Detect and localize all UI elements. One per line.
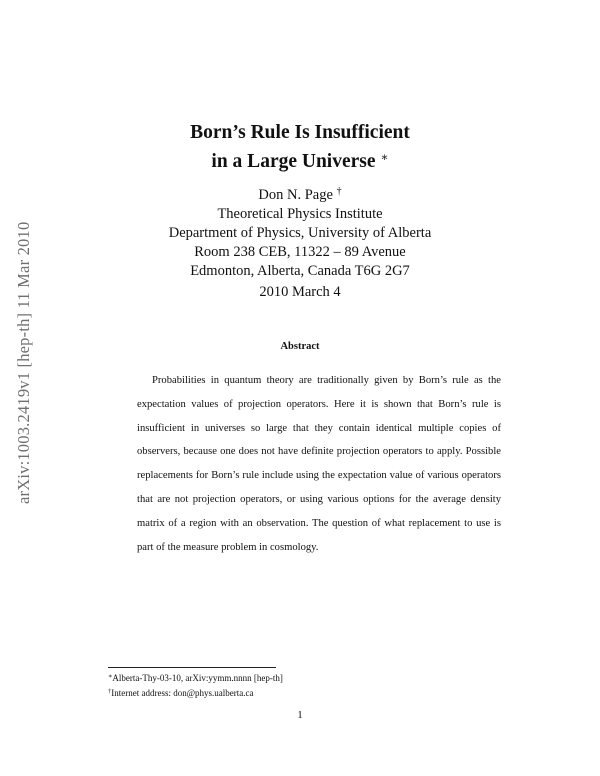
affiliation-line: Department of Physics, University of Alberta — [168, 225, 432, 241]
title-line-1: Born’s Rule Is Insufficient — [190, 122, 410, 143]
affiliation-line: Room 238 CEB, 11322 – 89 Avenue — [194, 244, 406, 260]
affiliation-line: Edmonton, Alberta, Canada T6G 2G7 — [190, 263, 410, 279]
author-name-line — [0, 182, 600, 205]
footnotes — [108, 670, 283, 700]
title-footnote-mark: ∗ — [380, 150, 389, 164]
footnote-text: Alberta-Thy-03-10, arXiv:yymm.nnnn [hep-th] — [112, 673, 283, 683]
author-footnote-mark: † — [336, 186, 342, 197]
footnote-mark: † — [108, 688, 112, 695]
author-name: Don N. Page — [258, 187, 333, 203]
footnote — [108, 685, 283, 700]
title-line-2-text: in a Large Universe — [211, 151, 376, 172]
footnote — [108, 670, 283, 685]
footnote-rule — [108, 667, 276, 668]
author-block — [0, 182, 600, 281]
abstract-text: Probabilities in quantum theory are traditionally given by Born’s rule as the expectation values of projection operators. Here it is shown that Born’s rule is insufficient in universes so large that they contain identical multiple copies of observers, because one does not have definite projection operators to apply. Possible replacements for Born’s rule include using the expectation value of various operators that are not projection operators, or using various options for the average density matrix of a region with an observation. The question of what replacement to use is part of the measure problem in cosmology. — [137, 375, 501, 553]
footnote-mark: ∗ — [108, 673, 113, 680]
paper-date: 2010 March 4 — [259, 284, 341, 300]
page-number: 1 — [297, 709, 303, 721]
abstract-heading: Abstract — [280, 341, 320, 352]
arxiv-side-stamp: arXiv:1003.2419v1 [hep-th] 11 Mar 2010 — [14, 221, 33, 504]
title-line-2 — [0, 145, 600, 174]
footnote-text: Internet address: don@phys.ualberta.ca — [111, 688, 254, 698]
paper-title — [0, 121, 600, 174]
affiliation-line: Theoretical Physics Institute — [217, 206, 383, 222]
